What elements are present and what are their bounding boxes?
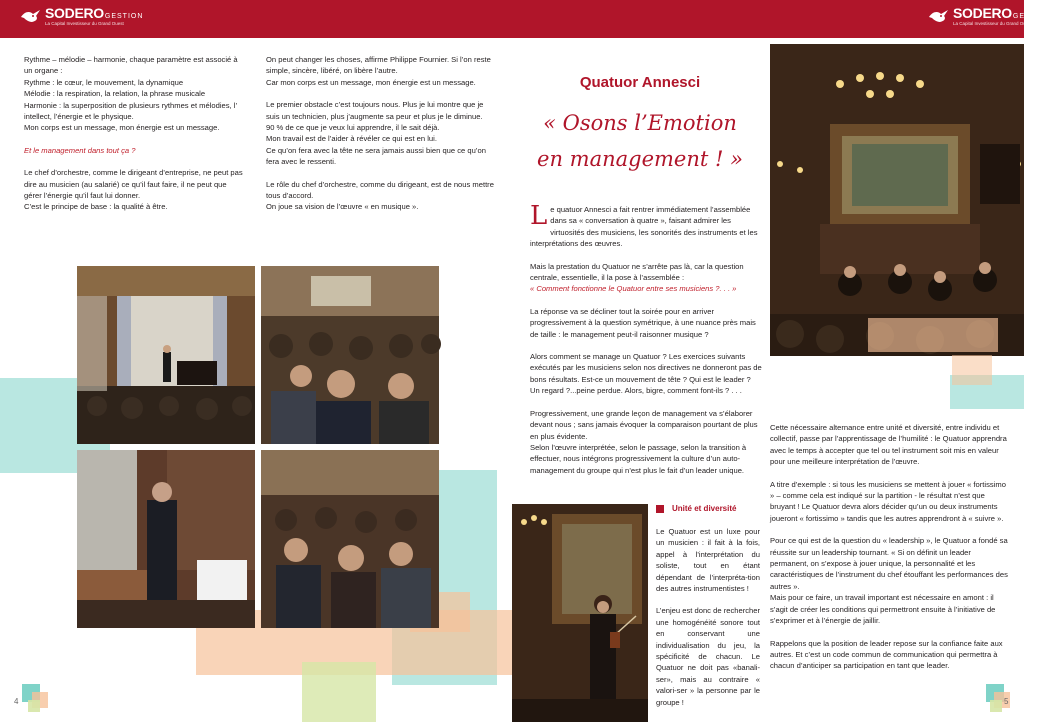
- page-number: 4: [14, 697, 19, 706]
- article-column-2: [656, 526, 760, 719]
- drop-cap: L: [530, 201, 548, 231]
- page-number: 5: [1004, 697, 1009, 706]
- photo-quartet-concert: [770, 44, 1024, 356]
- subhead-square-icon: [656, 505, 664, 513]
- section-subhead: [656, 504, 736, 513]
- right-page: [512, 0, 1051, 722]
- brand-sub: GESTION: [104, 13, 144, 20]
- text-line: On joue sa vision de l’œuvre « en musique ».: [266, 202, 419, 212]
- text-column-2: [266, 54, 496, 224]
- section-question: Et le management dans tout ça ?: [24, 145, 136, 155]
- photo-speaker: [77, 450, 255, 628]
- bird-logo-icon: [928, 8, 950, 24]
- article-intro: e quatuor Annesci a fait rentrer immédiatement l’assemblée dans sa « conversation à quatre », faisant admirer les virtuosités des musiciens, les sonorités des instruments et les interprétations des œuvres.: [530, 205, 758, 249]
- decor-square: [868, 318, 998, 352]
- text-line: Mélodie : la respiration, la relation, la phrase musicale: [24, 89, 206, 99]
- article-paragraph: Le Quatuor est un luxe pour un musicien : il fait à la fois, appel à l’interprétation du soliste, tout en étant dépendant de l’interpréta-tion des autres instrumentistes !: [656, 527, 760, 594]
- article-paragraph: Selon l’œuvre interprétée, selon le passage, selon la transition à effectuer, nous intégrons progressivement la culture d’un auto-management du groupe qui n’est plus le fait d’un leader unique.: [530, 442, 747, 475]
- article-paragraph: Alors comment se manage un Quatuor ? Les exercices suivants exécutés par les musiciens selon nos directives ne donneront pas de bons résultats. Est-ce un mouvement de tête ? Qui est le leader ? Un regard ?...peine perdue. Alors, bigre, comment font-ils ? . . .: [530, 352, 762, 396]
- sodero-logo: [928, 6, 1051, 27]
- text-line: Car mon corps est un message, mon énergie est un message.: [266, 77, 476, 87]
- text-line: 90 % de ce que je veux lui apprendre, il le sait déjà.: [266, 123, 440, 133]
- text-line: Le premier obstacle c’est toujours nous. Plus je lui montre que je suis un technicien, plus j’augmente sa peur et plus je le diminue.: [266, 100, 484, 121]
- sodero-logo: [20, 6, 143, 27]
- article-paragraph: Mais la prestation du Quatuor ne s’arrête pas là, car la question centrale, essentielle, il la pose à l’assemblée :: [530, 261, 744, 283]
- header-bar: [512, 0, 1051, 38]
- text-line: Le rôle du chef d’orchestre, comme du dirigeant, est de nous mettre tous d’accord.: [266, 179, 494, 201]
- article-paragraph: La réponse va se décliner tout la soirée pour en arriver progressivement à la question symétrique, à une nuance près mais de taille : le management peut-il raisonner musique ?: [530, 306, 756, 339]
- article-column-1: [530, 201, 762, 487]
- article-paragraph: Rappelons que la position de leader repose sur la confiance faite aux autres. Et c’est un code commun de communication qui permettra à chacun d’anticiper sa participation en tant que leader.: [770, 638, 1003, 671]
- text-line: C’est le principe de base : la qualité à être.: [24, 202, 168, 212]
- article-quote-line-2: en management ! »: [537, 147, 743, 171]
- text-line: Harmonie : la superposition de plusieurs rythmes et mélodies, l’ intellect, l’énergie et le physique.: [24, 100, 237, 122]
- article-paragraph: Mais pour ce faire, un travail important est nécessaire en amont : il s’agit de créer les conditions qui permettront ensuite à l’initiative de s’exprimer et à l’énergie de jaillir.: [770, 593, 996, 626]
- article-column-3: [770, 422, 1010, 683]
- brand-sub: GESTION: [1012, 13, 1051, 20]
- photo-audience-1: [261, 266, 439, 444]
- article-paragraph: A titre d’exemple : si tous les musiciens se mettent à jouer « fortissimo » – comme cela est indiqué sur la partition - le résultat n’est que bruyant ! Le Quatuor devra alors décider qu’un ou deux instruments joueront « fortissimo » tandis que les autres apprendront à « suivre ».: [770, 479, 1006, 523]
- corner-decor: [990, 700, 1002, 712]
- article-quote-line-1: « Osons l’Emotion: [543, 111, 737, 135]
- brand-tagline: La Capital Investisseur du Grand Ouest: [45, 21, 124, 26]
- article-paragraph: Progressivement, une grande leçon de management va s’élaborer devant nous ; sans jamais évoquer la comparaison pourtant de plus en plus évidente.: [530, 408, 758, 441]
- article-question: « Comment fonctionne le Quatuor entre ses musiciens ?. . . »: [530, 284, 737, 294]
- bird-logo-icon: [20, 8, 42, 24]
- photo-audience-2: [261, 450, 439, 628]
- text-line: Rythme – mélodie – harmonie, chaque paramètre est associé à un organe :: [24, 55, 238, 76]
- article-paragraph: Pour ce qui est de la question du « leadership », le Quatuor a fondé sa réussite sur un leadership tournant. « Si on définit un leader permanent, on s’expose à jouer unique, la personnalité et les caractéristiques de l’instrument du chef étouffant les performances des autres ».: [770, 536, 1008, 591]
- text-line: On peut changer les choses, affirme Philippe Fournier. Si l’on reste simple, sincère, libéré, on libère l’autre.: [266, 55, 491, 76]
- brand-name: SODERO: [953, 5, 1012, 21]
- text-line: Mon corps est un message, mon énergie est un message.: [24, 123, 220, 133]
- article-paragraph: Cette nécessaire alternance entre unité et diversité, entre individu et collectif, passe par l’apprentissage de l’humilité : le Quatuor apprendra avec le temps à accepter que tel ou tel instrument soit mis en valeur pour une meilleure interprétation de l’œuvre.: [770, 423, 1007, 467]
- photo-conference-hall: [77, 266, 255, 444]
- corner-decor: [28, 700, 40, 712]
- text-line: Mon travail est de l’aider à révéler ce qui est en lui.: [266, 134, 437, 144]
- decor-square: [952, 355, 992, 385]
- photo-violinist: [512, 504, 648, 722]
- text-line: Ce qu’on fera avec la tête ne sera jamais aussi bien que ce qu’on fera avec le ressenti.: [266, 145, 486, 167]
- text-line: Rythme : le cœur, le mouvement, la dynamique: [24, 77, 184, 87]
- article-paragraph: L’enjeu est donc de rechercher une homogénéité sonore tout en conservant une individualisation du jeu, la spécificité de chacun. Le Quatuor ne doit pas «banali-ser», mais au contraire « valori-ser » la personne par le groupe !: [656, 606, 760, 707]
- header-bar: [0, 0, 512, 38]
- text-column-1: [24, 54, 244, 224]
- subhead-label: Unité et diversité: [672, 504, 737, 513]
- text-line: Le chef d’orchestre, comme le dirigeant d’entreprise, ne peut pas dire au musicien (au salarié) ce qu’il faut faire, il ne peut que gérer l’énergie qu’il faut lui donner.: [24, 168, 243, 201]
- article-title: Quatuor Annesci: [579, 74, 701, 91]
- left-page: [0, 0, 512, 722]
- brand-tagline: La Capital Investisseur du Grand Ouest: [953, 21, 1032, 26]
- decor-square: [302, 662, 376, 722]
- brand-name: SODERO: [45, 5, 104, 21]
